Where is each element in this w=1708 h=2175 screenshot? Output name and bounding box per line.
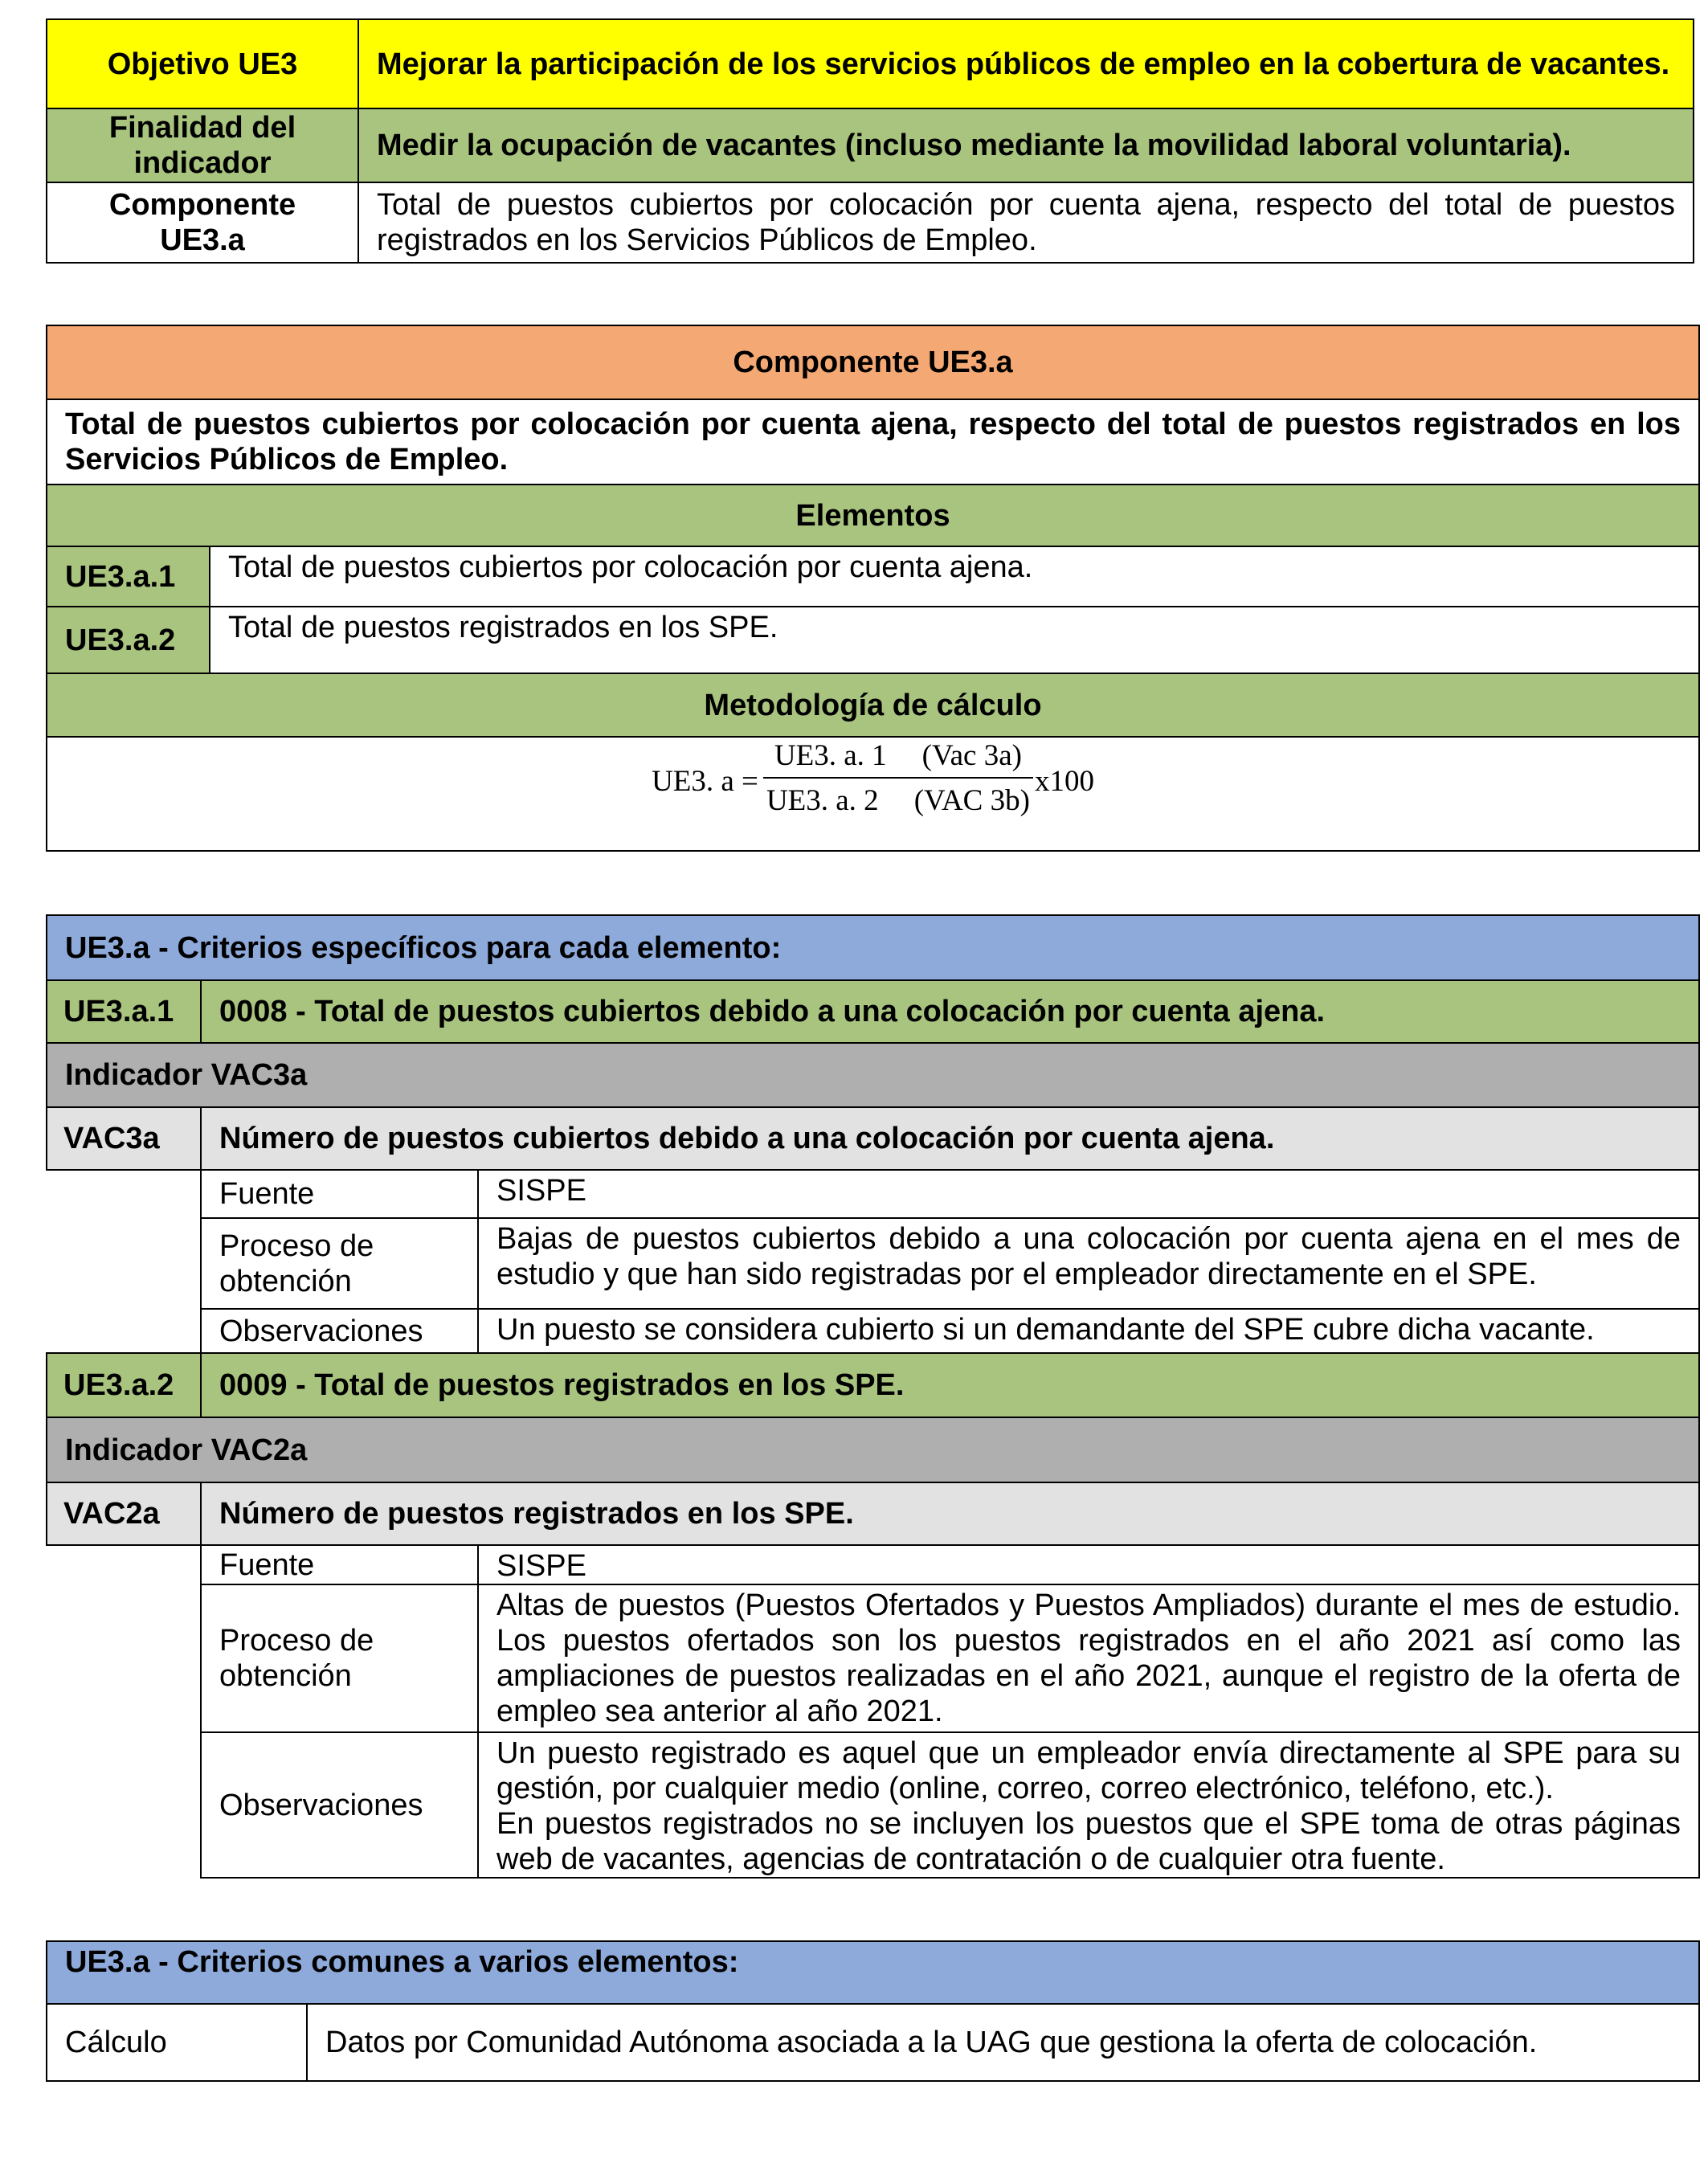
formula-numerator [771,738,1025,774]
indent-spacer [47,1218,201,1309]
detail-value [478,1545,1699,1584]
componente-row [47,182,1694,263]
indent-spacer [47,1170,201,1218]
denominator-note: (VAC 3b) [913,784,1030,817]
detail-value [478,1584,1699,1732]
detail-row-proceso [47,1584,1699,1732]
elemento-text: Total de puestos cubiertos por colocación por cuenta ajena. [210,546,1699,607]
indicator-heading: Indicador VAC3a [47,1043,1699,1107]
detail-paragraph: Un puesto se considera cubierto si un demandante del SPE cubre dicha vacante. [496,1313,1595,1347]
detail-label: Proceso de obtención [201,1218,478,1309]
detail-row-fuente [47,1545,1699,1584]
elemento-row [47,546,1699,607]
common-criteria-text: Datos por Comunidad Autónoma asociada a la UAG que gestiona la oferta de colocación. [307,2004,1699,2081]
specific-criteria-heading-row [47,915,1699,980]
criteria-element-row [47,980,1699,1043]
detail-row-fuente [47,1170,1699,1218]
formula-denominator [763,783,1033,819]
indicator-heading-row [47,1043,1699,1107]
indicator-heading: Indicador VAC2a [47,1417,1699,1482]
elementos-heading-row [47,484,1699,546]
indicator-title: Número de puestos registrados en los SPE. [201,1482,1699,1545]
indicator-title-row [47,1482,1699,1545]
indicator-title: Número de puestos cubiertos debido a una colocación por cuenta ajena. [201,1107,1699,1170]
indent-spacer [47,1545,201,1584]
numerator-spacer [887,738,922,774]
detail-value [478,1732,1699,1878]
criteria-element-title: 0008 - Total de puestos cubiertos debido a una colocación por cuenta ajena. [201,980,1699,1043]
detail-row-proceso [47,1218,1699,1309]
objetivo-text: Mejorar la participación de los servicios públicos de empleo en la cobertura de vacantes. [358,19,1694,108]
specific-criteria-table [46,914,1700,1879]
indent-spacer [47,1584,201,1732]
formula-multiplier: x100 [1034,765,1094,798]
denominator-term: UE3. a. 2 [766,784,879,817]
specific-criteria-heading: UE3.a - Criterios específicos para cada elemento: [47,915,1699,980]
indicator-code: VAC3a [47,1107,201,1170]
objetivo-row [47,19,1694,108]
detail-label: Proceso de obtención [201,1584,478,1732]
formula-lhs: UE3. a = [652,765,758,798]
detail-row-observaciones [47,1309,1699,1353]
common-criteria-table [46,1940,1700,2082]
formula-row [47,737,1699,851]
finalidad-text: Medir la ocupación de vacantes (incluso mediante la movilidad laboral voluntaria). [358,108,1694,182]
componente-label-cell [47,182,358,263]
finalidad-row [47,108,1694,182]
elemento-row [47,607,1699,673]
detail-paragraph: En puestos registrados no se incluyen los puestos que el SPE toma de otras páginas web de vacantes, agencias de contratación o de cualquier otra fuente. [496,1807,1681,1876]
detail-value [478,1218,1699,1309]
componente-label: Componente UE3.a [108,188,296,257]
component-table [46,325,1700,852]
detail-value [478,1170,1699,1218]
component-description: Total de puestos cubiertos por colocación por cuenta ajena, respecto del total de puestos registrados en los Servicios Públicos de Empleo. [47,399,1699,484]
finalidad-label: Finalidad del indicador [108,111,296,180]
detail-value [478,1309,1699,1353]
common-criteria-heading-row [47,1941,1699,2004]
detail-row-observaciones [47,1732,1699,1878]
numerator-note: (Vac 3a) [921,739,1022,772]
finalidad-label-cell [47,108,358,182]
detail-label: Observaciones [201,1309,478,1353]
formula-cell [47,737,1699,851]
fraction-bar [763,777,1033,779]
elemento-code: UE3.a.2 [47,607,210,673]
elemento-code: UE3.a.1 [47,546,210,607]
common-criteria-row [47,2004,1699,2081]
criteria-element-title: 0009 - Total de puestos registrados en los SPE. [201,1353,1699,1417]
detail-paragraph: Bajas de puestos cubiertos debido a una colocación por cuenta ajena en el mes de estudio y que han sido registradas por el empleador directamente en el SPE. [496,1222,1681,1291]
formula-fraction [763,738,1033,819]
criteria-element-code: UE3.a.2 [47,1353,201,1417]
objetivo-label-cell [47,19,358,108]
component-description-row [47,399,1699,484]
detail-paragraph: Altas de puestos (Puestos Ofertados y Puestos Ampliados) durante el mes de estudio. Los puestos ofertados son los puestos registrados en el año 2021 así como las ampliaciones de puestos realizadas en el año 2021, aunque el registro de la oferta de empleo sea anterior al año 2021. [496,1588,1681,1728]
indicator-heading-row [47,1417,1699,1482]
detail-label: Fuente [201,1545,478,1584]
elementos-heading: Elementos [47,484,1699,546]
detail-label: Fuente [201,1170,478,1218]
indent-spacer [47,1309,201,1353]
indent-spacer [47,1732,201,1878]
elemento-text: Total de puestos registrados en los SPE. [210,607,1699,673]
detail-label: Observaciones [201,1732,478,1878]
componente-text: Total de puestos cubiertos por colocación por cuenta ajena, respecto del total de puestos registrados en los Servicios Públicos de Empleo. [358,182,1694,263]
common-criteria-label: Cálculo [47,2004,307,2081]
indicator-code: VAC2a [47,1482,201,1545]
indicator-title-row [47,1107,1699,1170]
component-title-row [47,325,1699,399]
numerator-term: UE3. a. 1 [774,739,887,772]
objective-table [46,18,1694,264]
denominator-spacer [879,783,914,819]
detail-paragraph: Un puesto registrado es aquel que un empleador envía directamente al SPE para su gestión, por cualquier medio (online, correo, correo electrónico, teléfono, etc.). [496,1736,1681,1805]
metodologia-heading: Metodología de cálculo [47,673,1699,737]
objetivo-label: Objetivo UE3 [107,47,298,81]
criteria-element-row [47,1353,1699,1417]
common-criteria-heading: UE3.a - Criterios comunes a varios elementos: [47,1941,1699,2004]
metodologia-heading-row [47,673,1699,737]
detail-paragraph: SISPE [496,1174,586,1208]
detail-paragraph: SISPE [496,1549,586,1583]
criteria-element-code: UE3.a.1 [47,980,201,1043]
component-title: Componente UE3.a [47,325,1699,399]
formula [652,738,1094,819]
